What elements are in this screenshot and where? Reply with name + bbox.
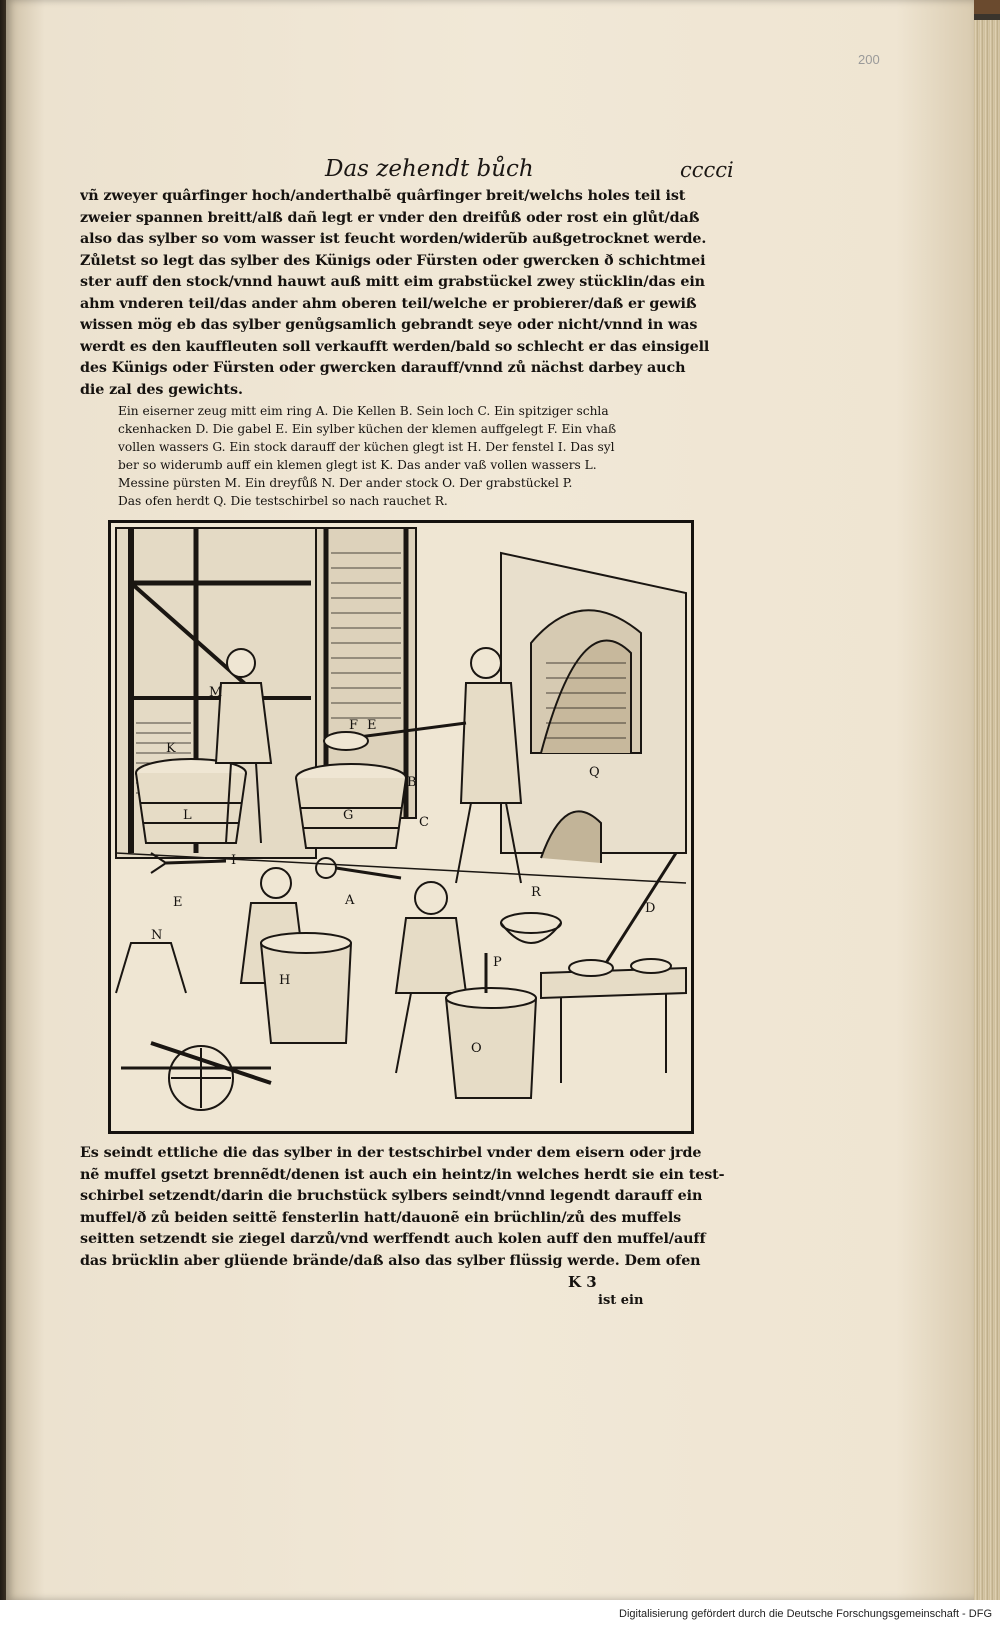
footer-credit: Digitalisierung gefördert durch die Deutsche Forschungsgemeinschaft - DFG	[619, 1608, 992, 1620]
figure-label-a: A	[345, 893, 355, 908]
text-line: schirbel setzendt/darin die bruchstück sylbers seindt/vnnd legendt darauff ein	[80, 1188, 703, 1204]
figure-label-l: L	[183, 808, 192, 823]
paragraph-top	[80, 186, 740, 401]
figure-label-c: C	[419, 815, 429, 830]
caption-line: ckenhacken D. Die gabel E. Ein sylber küchen der klemen auffgelegt F. Ein vhaß	[118, 422, 617, 436]
text-line: Es seindt ettliche die das sylber in der testschirbel vnder dem eisern oder jrde	[80, 1145, 702, 1161]
page-fore-edge	[974, 20, 1000, 1600]
text-line: vñ zweyer quârfinger hoch/anderthalbẽ quârfinger breit/welchs holes teil ist	[80, 188, 686, 204]
text-line: muffel/ð zů beiden seittẽ fensterlin hatt/dauonẽ ein brüchlin/zů des muffels	[80, 1209, 682, 1226]
caption-line: Ein eiserner zeug mitt eim ring A. Die Kellen B. Sein loch C. Ein spitziger schla	[118, 404, 609, 418]
text-line: nẽ muffel gsetzt brennẽdt/denen ist auch ein heintz/in welches herdt sie ein test-	[80, 1166, 725, 1183]
folio-number: cccci	[680, 158, 734, 182]
figure-label-f: F	[349, 718, 359, 733]
figure-label-e-lower: E	[173, 895, 183, 910]
figure-caption	[118, 402, 718, 510]
figure-label-q: Q	[589, 765, 600, 780]
woodcut-drawing	[111, 523, 691, 1131]
text-line: das brücklin aber glüende brände/daß also das sylber flüssig werde. Dem ofen	[80, 1252, 701, 1269]
caption-line: vollen wassers G. Ein stock darauff der küchen glegt ist H. Der fenstel I. Das syl	[118, 440, 615, 454]
figure-label-g: G	[343, 808, 354, 823]
caption-line: Messine pürsten M. Ein dreyfůß N. Der ander stock O. Der grabstückel P.	[118, 476, 573, 490]
figure-label-e-upper: E	[367, 718, 377, 733]
catchword: ist ein	[598, 1293, 644, 1308]
figure-label-k: K	[166, 741, 176, 756]
woodcut-illustration	[108, 520, 694, 1134]
running-head-title: Das zehendt bůch	[325, 156, 534, 182]
pencil-page-number: 200	[858, 52, 880, 67]
figure-label-b: B	[407, 775, 417, 790]
text-line: des Künigs oder Fürsten oder gwercken darauff/vnnd zů nächst darbey auch	[80, 360, 686, 376]
text-line: wissen mög eb das sylber genůgsamlich gebrandt seye oder nicht/vnnd in was	[80, 317, 698, 333]
text-line: also das sylber so vom wasser ist feucht worden/widerũb außgetrocknet werde.	[80, 231, 707, 247]
figure-label-o: O	[471, 1041, 482, 1056]
text-line: werdt es den kauffleuten soll verkaufft werden/bald so schlecht er das einsigell	[80, 338, 710, 355]
signature-mark: K 3	[568, 1273, 597, 1291]
figure-label-n: N	[151, 928, 163, 943]
text-line: seitten setzendt sie ziegel darzů/vnd werffendt auch kolen auff den muffel/auff	[80, 1231, 706, 1247]
figure-label-p: P	[493, 955, 502, 970]
caption-line: ber so widerumb auff ein klemen glegt ist K. Das ander vaß vollen wassers L.	[118, 458, 597, 472]
figure-label-r: R	[531, 885, 541, 900]
paragraph-bottom	[80, 1143, 740, 1272]
figure-label-d: D	[645, 901, 656, 916]
text-line: zweier spannen breitt/alß dañ legt er vnder den dreifůß oder rost ein glůt/daß	[80, 209, 700, 226]
figure-label-m: M	[209, 685, 223, 700]
text-line: ahm vnderen teil/das ander ahm oberen teil/welche er probierer/daß er gewiß	[80, 295, 697, 312]
caption-line: Das ofen herdt Q. Die testschirbel so nach rauchet R.	[118, 494, 448, 508]
text-line: Zůletst so legt das sylber des Künigs oder Fürsten oder gwercken ð schichtmei	[80, 252, 706, 269]
text-line: die zal des gewichts.	[80, 381, 243, 398]
figure-label-h: H	[279, 973, 291, 988]
figure-label-i: I	[231, 853, 237, 868]
text-line: ster auff den stock/vnnd hauwt auß mitt eim grabstückel zwey stücklin/das ein	[80, 274, 705, 290]
